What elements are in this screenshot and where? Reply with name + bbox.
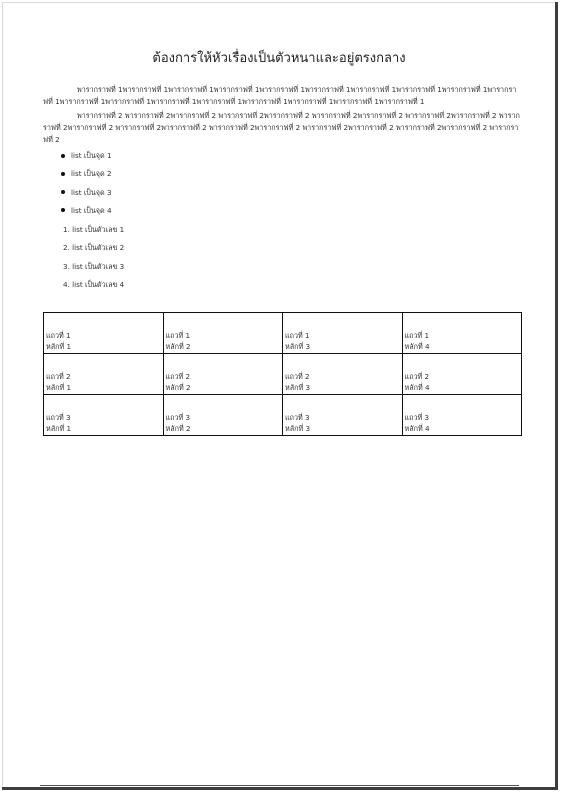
cell-column-label: หลักที่ 4 (404, 383, 430, 392)
bullet-list-item (61, 188, 112, 206)
cell-row-label: แถวที่ 3 (285, 413, 310, 422)
document-title: ต้องการให้หัวเรื่องเป็นตัวหนาและอยู่ตรงกลาง (152, 51, 406, 66)
cell-column-label: หลักที่ 3 (285, 342, 311, 351)
table-cell (163, 313, 283, 354)
cell-row-label: แถวที่ 1 (165, 331, 191, 340)
numbered-list-item: 4. list เป็นตัวเลข 4 (63, 279, 125, 289)
table-cell (283, 395, 403, 436)
table-cell (44, 313, 164, 354)
numbered-list-item: 3. list เป็นตัวเลข 3 (63, 261, 125, 271)
cell-column-label: หลักที่ 3 (285, 424, 311, 433)
table-cell (163, 395, 283, 436)
cell-column-label: หลักที่ 4 (404, 342, 430, 351)
cell-row-label: แถวที่ 1 (404, 331, 430, 340)
page-bottom-divider (40, 785, 519, 786)
numbered-list-item: 1. list เป็นตัวเลข 1 (63, 225, 125, 234)
cell-column-label: หลักที่ 1 (46, 342, 72, 351)
cell-row-label: แถวที่ 2 (46, 372, 71, 381)
numbered-list-item: 2. list เป็นตัวเลข 2 (63, 243, 125, 253)
table-cell (283, 313, 403, 354)
table-cell (44, 354, 164, 395)
cell-row-label: แถวที่ 3 (46, 413, 71, 422)
table-row (44, 313, 522, 354)
cell-column-label: หลักที่ 1 (46, 424, 72, 433)
bullet-list-item (61, 151, 112, 169)
cell-column-label: หลักที่ 1 (46, 383, 72, 392)
bullet-list-item-text: list เป็นจุด 2 (71, 169, 112, 179)
bullet-list (61, 151, 112, 224)
table-cell (163, 354, 283, 395)
bullet-dot-icon (61, 208, 65, 212)
bullet-list-item (61, 169, 112, 187)
cell-column-label: หลักที่ 2 (165, 424, 191, 433)
cell-column-label: หลักที่ 2 (165, 342, 191, 351)
table-cell (283, 354, 403, 395)
cell-row-label: แถวที่ 2 (165, 372, 191, 381)
cell-row-label: แถวที่ 3 (404, 413, 430, 422)
data-table (43, 312, 522, 436)
cell-row-label: แถวที่ 2 (404, 372, 430, 381)
table-cell (44, 395, 164, 436)
cell-row-label: แถวที่ 1 (46, 331, 71, 340)
cell-row-label: แถวที่ 3 (165, 413, 191, 422)
table-cell (402, 313, 522, 354)
cell-column-label: หลักที่ 3 (285, 383, 311, 392)
document-page (2, 2, 555, 787)
bullet-list-item-text: list เป็นจุด 4 (71, 205, 112, 215)
paragraph-2: พารากราฟที่ 2 พารากราฟที่ 2พารากราฟที่ 2 พารากราฟที่ 2พารากราฟที่ 2 พารากราฟที่ 2พารากราฟที่ 2 พารากราฟที่ 2พารากราฟที่ 2 พารากราฟที่ 2พารากราฟที่ 2 พารากราฟที่ 2พารากราฟที่ 2 พารากราฟที่ 2พารากราฟที่ 2 พารากราฟที่ 2พารากราฟที่ 2 พารากราฟที่ 2พารากราฟที่ 2 พารากราฟที่ 2 (43, 111, 520, 144)
cell-column-label: หลักที่ 4 (404, 424, 430, 433)
table-row (44, 354, 522, 395)
cell-row-label: แถวที่ 1 (285, 331, 310, 340)
bullet-list-item-text: list เป็นจุด 3 (71, 187, 112, 197)
table-cell (402, 395, 522, 436)
bullet-list-item-text: list เป็นจุด 1 (71, 151, 112, 160)
bullet-dot-icon (61, 190, 65, 194)
table-cell (402, 354, 522, 395)
bullet-dot-icon (61, 154, 65, 158)
bullet-dot-icon (61, 172, 65, 176)
cell-row-label: แถวที่ 2 (285, 372, 310, 381)
numbered-list (63, 225, 124, 298)
bullet-list-item (61, 206, 112, 224)
paragraph-1: พารากราฟที่ 1พารากราฟที่ 1พารากราฟที่ 1พารากราฟที่ 1พารากราฟที่ 1พารากราฟที่ 1พารากราฟที่ 1พารากราฟที่ 1พารากราฟที่ 1พารากราฟที่ 1พารากราฟที่ 1พารากราฟที่ 1พารากราฟที่ 1พารากราฟที่ 1พารากราฟที่ 1พารากราฟที่ 1พารากราฟที่ 1พารากราฟที่ 1 (43, 85, 517, 106)
table-row (44, 395, 522, 436)
cell-column-label: หลักที่ 2 (165, 383, 191, 392)
